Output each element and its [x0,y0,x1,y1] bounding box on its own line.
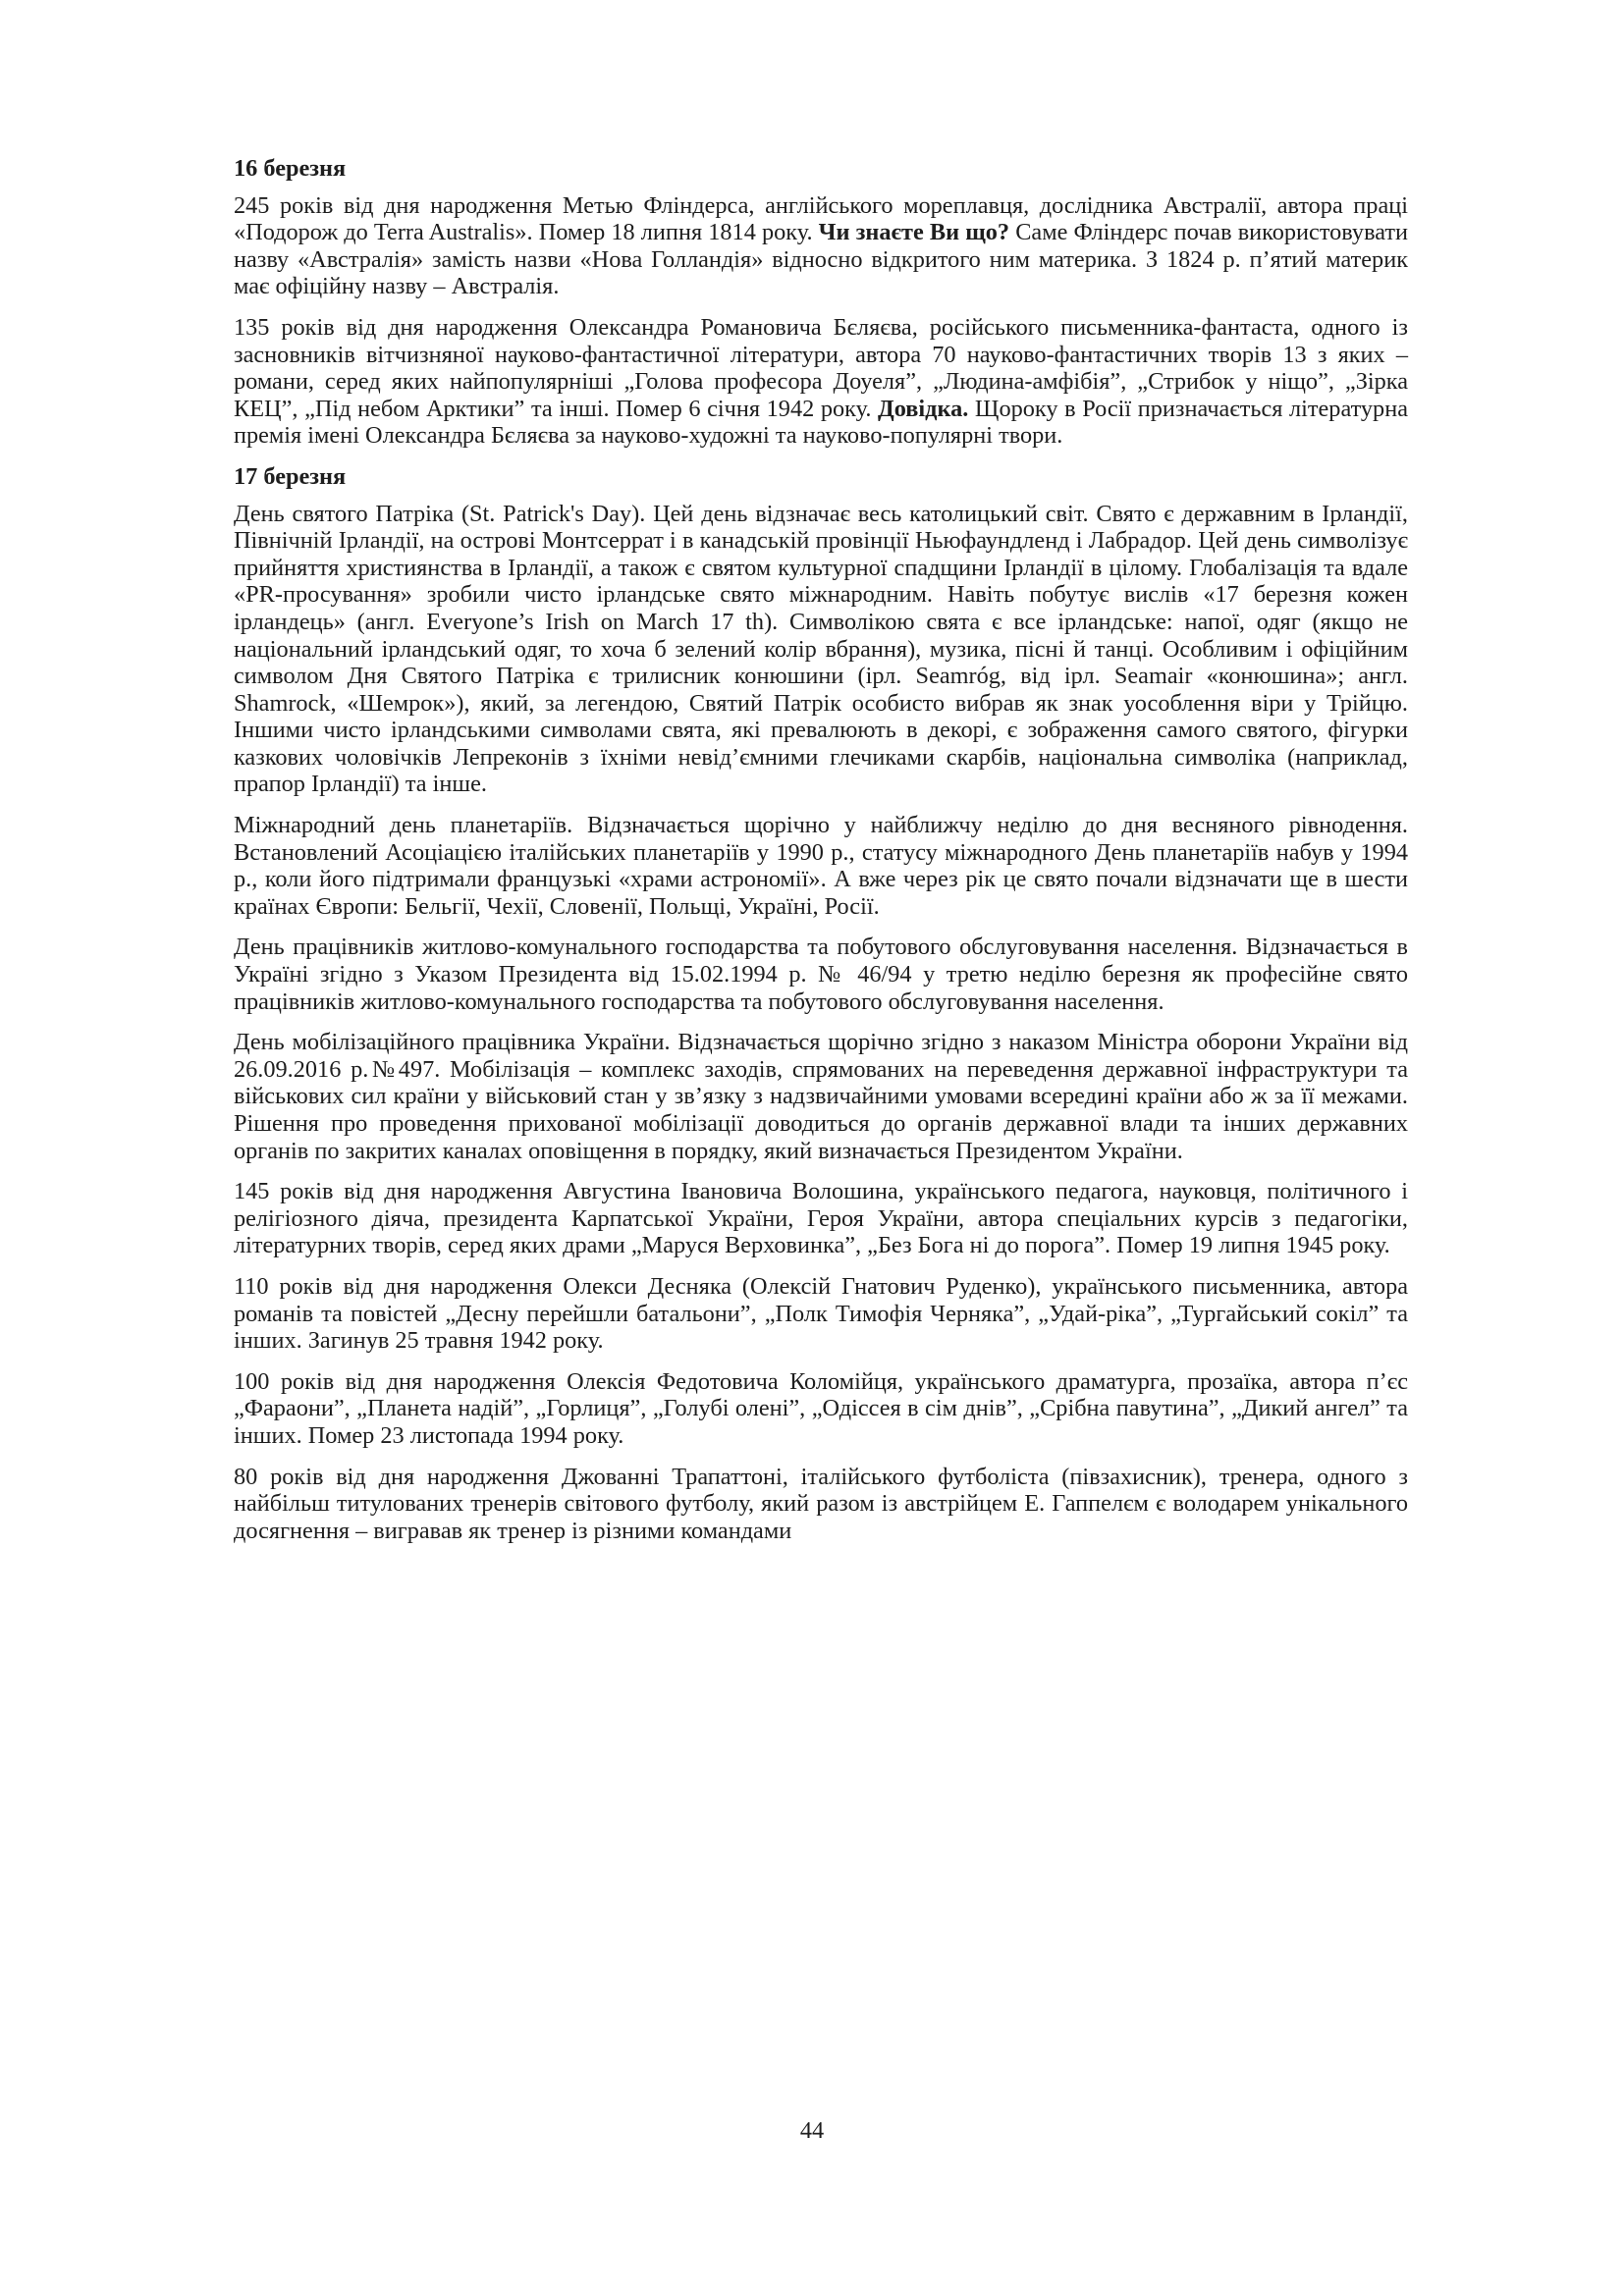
text-run: День працівників житлово-комунального господарства та побутового обслуговування населення. Відзначається в Україні згідно з Указом Президента від 15.02.1994 р. № 46/94 у третю неділю березня як професійне свято працівників житлово-комунального господарства та побутового обслуговування населення. [234,934,1408,1015]
document-page [234,155,1408,1558]
text-run: 100 років від дня народження Олексія Федотовича Коломійця, українського драматурга, прозаїка, автора п’єс „Фараони”, „Планета надій”, „Горлиця”, „Голубі олені”, „Одіссея в сім днів”, „Срібна павутина”, „Дикий ангел” та інших. Помер 23 листопада 1994 року. [234,1367,1408,1449]
text-run: 245 років від дня народження Метью Фліндерса, англійського мореплавця, дослідника Австралії, автора праці «Подорож до Terra Australis». Помер 18 липня 1814 року. [234,191,1408,246]
entry-paragraph [234,501,1408,799]
text-run: Міжнародний день планетаріїв. Відзначається щорічно у найближчу неділю до дня весняного рівнодення. Встановлений Асоціацією італійських планетаріїв у 1990 р., статусу міжнародного День планетаріїв набув у 1994 р., коли його підтримали французькі «храми астрономії». А вже через рік це свято почали відзначати ще в шести країнах Європи: Бельгії, Чехії, Словенії, Польщі, Україні, Росії. [234,812,1408,920]
entry-paragraph [234,812,1408,920]
entry-paragraph [234,192,1408,300]
text-run: 145 років від дня народження Августина Івановича Волошина, українського педагога, науковця, політичного і релігіозного діяча, президента Карпатської України, Героя України, автора спеціальних курсів з педагогіки, літературних творів, серед яких драми „Маруся Верховинка”, „Без Бога ні до порога”. Помер 19 липня 1945 року. [234,1178,1408,1259]
bold-text-run: Довідка. [878,395,969,422]
page-number: 44 [799,2117,825,2144]
entry-paragraph [234,1178,1408,1259]
entry-paragraph [234,1273,1408,1355]
text-run: 135 років від дня народження Олександра Романовича Бєляєва, російського письменника-фантаста, одного із засновників вітчизняної науково-фантастичної літератури, автора 70 науково-фантастичних творів 13 з яких – романи, серед яких найпопулярніші „Голова професора Доуеля”, „Людина-амфібія”, „Стрибок у ніщо”, „Зірка КЕЦ”, „Під небом Арктики” та інші. Помер 6 січня 1942 року. [234,313,1408,422]
text-run: День мобілізаційного працівника України. Відзначається щорічно згідно з наказом Міністра оборони України від 26.09.2016 р.№497. Мобілізація – комплекс заходів, спрямованих на переведення державної інфраструктури та військових сил країни у військовий стан у зв’язку з надзвичайними умовами всередині країни або ж за її межами. Рішення про проведення прихованої мобілізації доводиться до органів державної влади та інших державних органів по закритих каналах оповіщення в порядку, який визначається Президентом України. [234,1029,1408,1164]
entry-paragraph [234,314,1408,450]
bold-text-run: Чи знаєте Ви що? [818,219,1010,246]
entry-paragraph [234,934,1408,1015]
entry-paragraph [234,1029,1408,1164]
date-section-march-17 [234,463,1408,1544]
date-heading: 17 березня [234,462,347,490]
date-section-march-16 [234,155,1408,450]
text-run: 110 років від дня народження Олекси Десняка (Олексій Гнатович Руденко), українського письменника, автора романів та повістей „Десну перейшли батальони”, „Полк Тимофія Черняка”, „Удай-ріка”, „Тургайський сокіл” та інших. Загинув 25 травня 1942 року. [234,1272,1408,1355]
text-run: Щороку в Росії призначається літературна премія імені Олександра Бєляєва за науково-художні та науково-популярні твори. [234,395,1408,450]
text-run: Саме Фліндерс почав використовувати назву «Австралія» замість назви «Нова Голландія» відносно відкритого ним материка. З 1824 р. п’ятий материк має офіційну назву – Австралія. [234,219,1408,300]
date-heading: 16 березня [234,155,347,182]
text-run: День святого Патріка (St. Patrick's Day). Цей день відзначає весь католицький світ. Свято є державним в Ірландії, Північній Ірландії, на острові Монтсеррат і в канадській провінції Ньюфаундленд і Лабрадор. Цей день символізує прийняття християнства в Ірландії, а також є святом культурної спадщини Ірландії в цілому. Глобалізація та вдале «PR-просування» зробили чисто ірландське свято міжнародним. Навіть побутує вислів «17 березня кожен ірландець» (англ. Everyone’s Irish on March 17 th). Символікою свята є все ірландське: напої, одяг (якщо не національний ірландський одяг, то хоча б зелений колір вбрання), музика, пісні й танці. Особливим і офіційним символом Дня Святого Патріка є трилисник конюшини (ірл. Seamróg, від ірл. Seamair «конюшина»; англ. Shamrock, «Шемрок»), який, за легендою, Святий Патрік особисто вибрав як знак уособлення віри у Трійцю. Іншими чисто ірландськими символами свята, які превалюють в декорі, є зображення самого святого, фігурки казкових чоловічків Лепреконів з їхніми невід’ємними глечиками скарбів, національна символіка (наприклад, прапор Ірландії) та інше. [234,500,1408,798]
text-run: 80 років від дня народження Джованні Трапаттоні, італійського футболіста (півзахисник), тренера, одного з найбільш титулованих тренерів світового футболу, який разом із австрійцем Е. Гаппелєм є володарем унікального досягнення – вигравав як тренер із різними командами [234,1463,1408,1544]
entry-paragraph [234,1368,1408,1450]
entry-paragraph [234,1464,1408,1545]
